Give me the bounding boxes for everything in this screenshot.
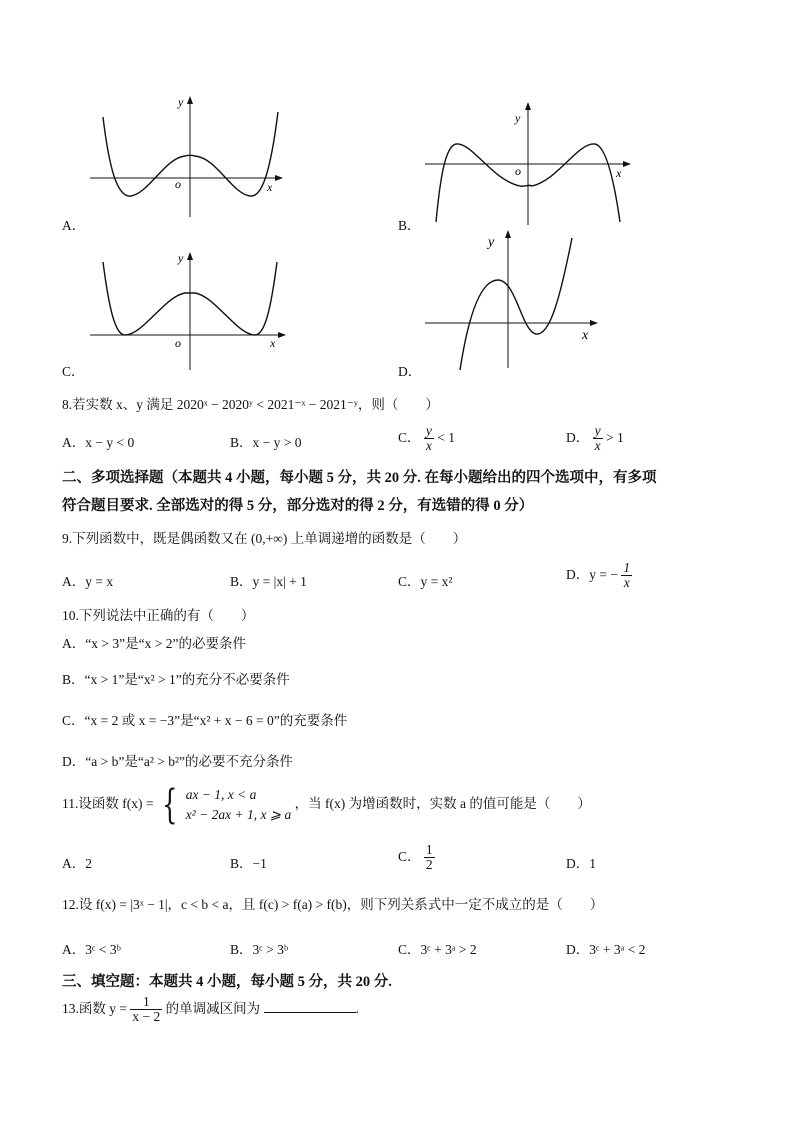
q13-denominator: x − 2	[132, 1009, 161, 1025]
q9-option-c: C．y = x²	[398, 574, 453, 589]
q12-stem: 12.设 f(x) = |3ˣ − 1|，c < b < a，且 f(c) > f(a) > f(b)，则下列关系式中一定不成立的是（ ）	[62, 897, 604, 912]
q11-case2: x² − 2ax + 1, x ⩾ a	[185, 807, 292, 822]
section2-heading-line2: 符合题目要求. 全部选对的得 5 分，部分选对的得 2 分，有选错的得 0 分）	[62, 498, 534, 514]
q11-option-a: A．2	[62, 856, 92, 871]
graph-d-y-label: y	[488, 235, 495, 250]
q11-option-b: B．−1	[230, 856, 267, 871]
graph-a-y-label: y	[178, 95, 184, 109]
q13-numerator: 1	[130, 995, 162, 1010]
graph-b	[420, 100, 635, 230]
q11-suffix: ，当 f(x) 为增函数时，实数 a 的值可能是（ ）	[294, 796, 591, 812]
q8-d-numerator: y	[594, 423, 601, 438]
q9-d-numerator: 1	[623, 560, 631, 575]
q13-suffix: 的单调减区间为	[165, 1000, 261, 1016]
q9-stem: 9.下列函数中，既是偶函数又在 (0,+∞) 上单调递增的函数是（ ）	[62, 531, 467, 546]
q8-option-c-relation: < 1	[437, 429, 456, 445]
q12-option-b: B．3ᶜ > 3ᵇ	[230, 942, 289, 957]
q8-option-c-prefix: C．	[398, 429, 421, 445]
graph-a	[85, 92, 285, 222]
q8-option-a: A．x − y < 0	[62, 435, 135, 450]
graph-a-label: A．	[62, 218, 86, 233]
q11-c-numerator: 1	[425, 842, 433, 857]
graph-b-origin: o	[515, 164, 521, 178]
graph-d-label: D．	[398, 364, 422, 379]
graph-d	[420, 228, 605, 373]
q11-prefix: 11.设函数 f(x) =	[62, 796, 154, 812]
graph-d-x-label: x	[582, 328, 589, 343]
q11-c-denominator: 2	[425, 857, 433, 873]
q11-brace: {	[161, 782, 178, 828]
q13-end: .	[355, 1000, 359, 1016]
q9-option-a: A．y = x	[62, 574, 114, 589]
q8-c-numerator: y	[425, 423, 432, 438]
q13-answer-blank[interactable]	[264, 1000, 356, 1013]
q8-d-denominator: x	[594, 438, 601, 454]
q9-option-d	[566, 561, 632, 590]
graph-b-x-label: x	[616, 166, 622, 180]
q10-stem: 10.下列说法中正确的有（ ）	[62, 608, 255, 623]
section3-heading: 三、填空题：本题共 4 小题，每小题 5 分，共 20 分.	[62, 974, 392, 990]
q8-option-d	[566, 424, 624, 453]
q11-cases	[186, 785, 292, 825]
q8-c-denominator: x	[425, 438, 432, 454]
q9-option-d-fraction	[621, 561, 632, 590]
q10-option-b: B．“x > 1”是“x² > 1”的充分不必要条件	[62, 672, 290, 687]
q8-option-b: B．x − y > 0	[230, 435, 302, 450]
q11-case1: ax − 1, x < a	[185, 787, 257, 802]
q9-option-b: B．y = |x| + 1	[230, 574, 307, 589]
graph-a-x-label: x	[267, 180, 273, 194]
q11-option-d: D．1	[566, 856, 596, 871]
q11-option-c-prefix: C．	[398, 848, 421, 864]
q8-stem: 8.若实数 x、y 满足 2020ˣ − 2020ʸ < 2021⁻ˣ − 2021⁻ʸ，则（ ）	[62, 397, 439, 412]
q12-option-c: C．3ᶜ + 3ᵃ > 2	[398, 942, 477, 957]
section2-heading-line1: 二、多项选择题（本题共 4 小题，每小题 5 分，共 20 分. 在每小题给出的四个选项中，有多项	[62, 470, 657, 486]
q8-option-c	[398, 424, 455, 453]
graph-c-label: C．	[62, 364, 85, 379]
q10-option-d: D．“a > b”是“a² > b²”的必要不充分条件	[62, 754, 294, 769]
graph-c-origin: o	[175, 336, 181, 350]
q12-option-d: D．3ᶜ + 3ᵃ < 2	[566, 942, 646, 957]
q11-stem	[62, 782, 591, 828]
q8-option-c-fraction	[424, 424, 434, 453]
graph-b-y-label: y	[515, 111, 521, 125]
q11-option-c-fraction	[424, 843, 435, 872]
graph-a-origin: o	[175, 177, 181, 191]
q9-d-denominator: x	[623, 575, 630, 591]
graph-c-y-label: y	[178, 251, 184, 265]
q11-option-c	[398, 843, 435, 872]
q8-option-d-prefix: D．	[566, 429, 590, 445]
q12-option-a: A．3ᶜ < 3ᵇ	[62, 942, 121, 957]
graph-c-x-label: x	[270, 336, 276, 350]
q13-prefix: 13.函数 y =	[62, 1000, 127, 1016]
graph-b-label: B．	[398, 218, 421, 233]
graph-c	[85, 248, 290, 373]
q13-stem	[62, 995, 359, 1024]
q9-option-d-prefix: D．y = −	[566, 566, 618, 582]
q13-fraction	[130, 995, 162, 1024]
q10-option-c: C．“x = 2 或 x = −3”是“x² + x − 6 = 0”的充要条件	[62, 713, 348, 728]
q8-option-d-relation: > 1	[606, 429, 624, 445]
q10-option-a: A．“x > 3”是“x > 2”的必要条件	[62, 636, 246, 651]
q8-option-d-fraction	[593, 424, 603, 453]
